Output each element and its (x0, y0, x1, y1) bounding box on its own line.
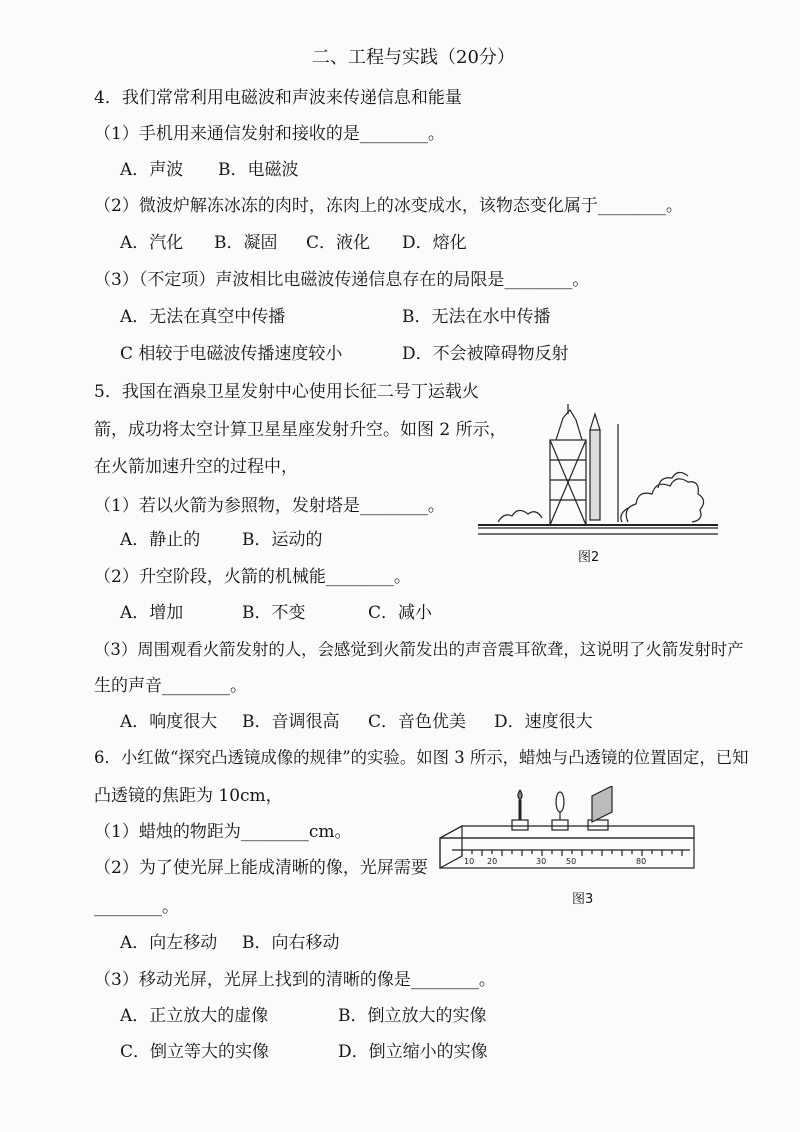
q6-part3-option-d: D．倒立缩小的实像 (338, 1042, 488, 1062)
optical-bench-figure (432, 786, 702, 886)
q6-part2-line2: ________。 (94, 897, 179, 917)
q6-stem-line2: 凸透镜的焦距为 10cm， (94, 786, 283, 806)
q4-part3-option-b: B．无法在水中传播 (402, 307, 551, 327)
figure-3-caption: 图3 (572, 892, 594, 907)
q4-part1-option-b: B．电磁波 (218, 160, 299, 180)
q4-part2-option-c: C．液化 (306, 233, 371, 253)
q6-part3: （3）移动光屏，光屏上找到的清晰的像是________。 (94, 970, 496, 990)
q5-part3-option-a: A．响度很大 (120, 712, 218, 732)
ruler-label-80: 80 (636, 857, 647, 866)
ruler-label-10: 10 (464, 857, 475, 866)
q5-part3-line1: （3）周围观看火箭发射的人，会感觉到火箭发出的声音震耳欲聋，这说明了火箭发射时产 (94, 640, 744, 659)
q5-part3-line2: 生的声音________。 (94, 676, 247, 696)
q5-part3-option-d: D．速度很大 (494, 712, 593, 732)
bench-side (440, 826, 462, 868)
q4-part3: （3）（不定项）声波相比电磁波传递信息存在的局限是________。 (94, 270, 590, 290)
q5-part1-option-a: A．静止的 (120, 530, 201, 550)
q5-part1-option-b: B．运动的 (242, 530, 323, 550)
candle (512, 790, 528, 830)
q5-part2: （2）升空阶段，火箭的机械能________。 (94, 567, 411, 587)
q4-part1-option-a: A．声波 (120, 160, 184, 180)
q6-part1: （1）蜡烛的物距为________cm。 (94, 822, 352, 842)
q6-stem-line1: 6．小红做“探究凸透镜成像的规律”的实验。如图 3 所示，蜡烛与凸透镜的位置固定，已知 (94, 748, 749, 767)
ruler-label-30: 30 (536, 857, 547, 866)
q6-part2-line1: （2）为了使光屏上能成清晰的像，光屏需要 (94, 858, 428, 878)
q5-stem-line3: 在火箭加速升空的过程中， (94, 457, 298, 477)
rocket-launch-figure (478, 400, 718, 540)
ruler-label-50: 50 (566, 857, 577, 866)
q5-part3-option-b: B．音调很高 (242, 712, 340, 732)
q5-part1: （1）若以火箭为参照物，发射塔是________。 (94, 496, 445, 516)
q5-stem-line1: 5．我国在酒泉卫星发射中心使用长征二号丁运载火 (94, 382, 479, 402)
q6-part2-option-b: B．向右移动 (242, 933, 340, 953)
q4-part1: （1）手机用来通信发射和接收的是________。 (94, 124, 445, 144)
q6-part3-option-c: C．倒立等大的实像 (120, 1042, 270, 1062)
smoke-clouds (498, 472, 704, 522)
q4-part2-option-b: B．凝固 (214, 233, 278, 253)
bench-top (440, 826, 694, 838)
q4-part2: （2）微波炉解冻冰冻的肉时，冻肉上的冰变成水，该物态变化属于________。 (94, 196, 683, 216)
q6-part3-option-b: B．倒立放大的实像 (338, 1006, 487, 1026)
q4-part3-option-c: C 相较于电磁波传播速度较小 (120, 344, 343, 364)
q4-part3-option-a: A．无法在真空中传播 (120, 307, 286, 327)
q6-part2-option-a: A．向左移动 (120, 933, 218, 953)
convex-lens (552, 792, 568, 830)
figure-2-caption: 图2 (578, 550, 600, 565)
q5-stem-line2: 箭，成功将太空计算卫星星座发射升空。如图 2 所示， (94, 420, 507, 440)
q6-part3-option-a: A．正立放大的虚像 (120, 1006, 269, 1026)
q4-part3-option-d: D．不会被障碍物反射 (402, 344, 569, 364)
q4-stem: 4．我们常常利用电磁波和声波来传递信息和能量 (94, 88, 462, 108)
q5-part2-option-b: B．不变 (242, 603, 306, 623)
q4-part2-option-a: A．汽化 (120, 233, 184, 253)
q4-part2-option-d: D．熔化 (402, 233, 467, 253)
section-title: 二、工程与实践（20分） (312, 47, 515, 68)
q5-part3-option-c: C．音色优美 (368, 712, 467, 732)
q5-part2-option-a: A．增加 (120, 603, 184, 623)
q5-part2-option-c: C．减小 (368, 603, 433, 623)
ruler-label-20: 20 (487, 857, 498, 866)
light-screen (588, 786, 612, 830)
rocket (590, 414, 600, 520)
launch-tower (550, 404, 586, 525)
ruler-ticks (452, 850, 690, 856)
